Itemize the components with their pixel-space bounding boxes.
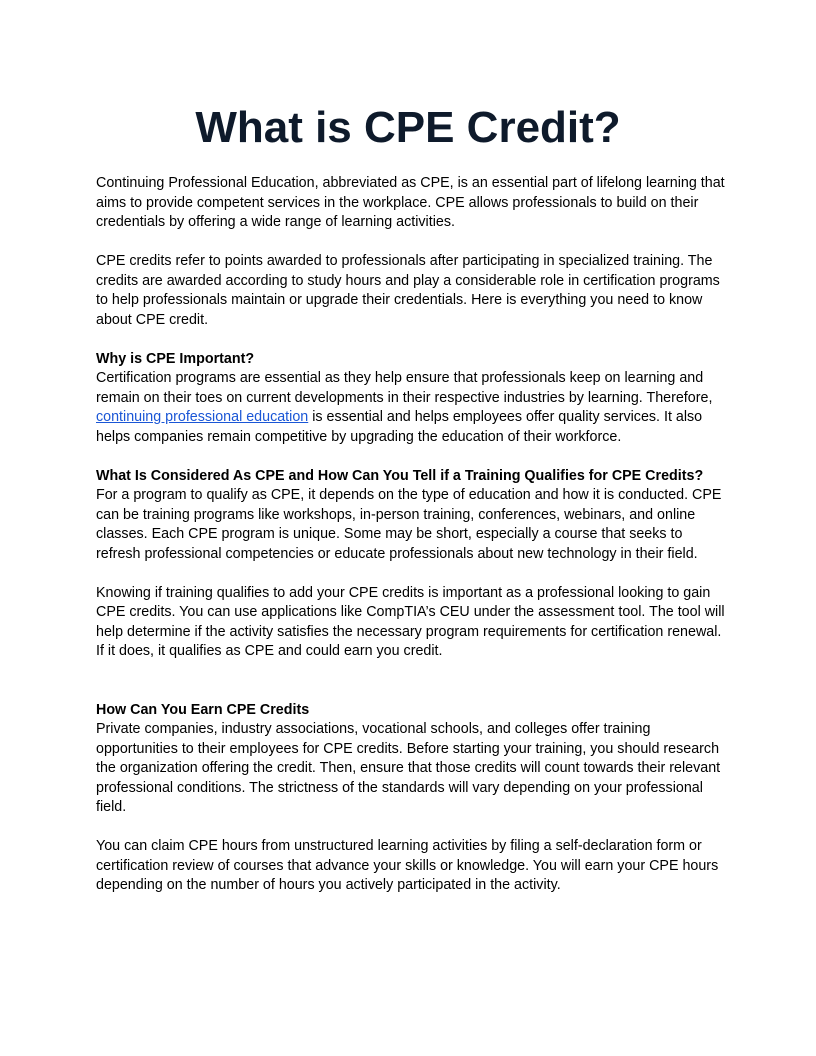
qualifies-paragraph-2: Knowing if training qualifies to add your CPE credits is important as a professional looking to gain CPE credits. You can use applications like CompTIA’s CEU under the assessment tool. The tool will help determine if the activity satisfies the necessary program requirements for certification renewal. If it does, it qualifies as CPE and could earn you credit. bbox=[96, 584, 725, 659]
document-body bbox=[96, 174, 726, 896]
why-cpe-text-after-link: is essential and helps employees offer quality services. It also helps companies remain competitive by upgrading the education of their workforce. bbox=[96, 409, 703, 445]
paragraph-spacer bbox=[96, 330, 726, 350]
earn-paragraph-2: You can claim CPE hours from unstructured learning activities by filing a self-declaration form or certification review of courses that advance your skills or knowledge. You will earn your CPE hours depending on the number of hours you actively participated in the activity. bbox=[96, 838, 719, 893]
paragraph-spacer-large bbox=[96, 662, 726, 701]
earn-paragraph-1: Private companies, industry associations, vocational schools, and colleges offer training opportunities to their employees for CPE credits. Before starting your training, you should research the organization offering the credit. Then, ensure that those credits will count towards their relevant professional conditions. The strictness of the standards will vary depending on your professional field. bbox=[96, 721, 721, 815]
paragraph-spacer bbox=[96, 564, 726, 584]
why-cpe-paragraph bbox=[96, 369, 726, 447]
why-cpe-text-before-link: Certification programs are essential as they help ensure that professionals keep on learning and remain on their toes on current developments in their respective industries by learning. Therefore, bbox=[96, 370, 713, 406]
heading-what-is-considered-cpe: What Is Considered As CPE and How Can You Tell if a Training Qualifies for CPE Credits? bbox=[96, 467, 704, 484]
heading-how-earn-cpe-credits: How Can You Earn CPE Credits bbox=[96, 701, 310, 718]
intro-paragraph-1: Continuing Professional Education, abbreviated as CPE, is an essential part of lifelong learning that aims to provide competent services in the workplace. CPE allows professionals to build on their credentials by offering a wide range of learning activities. bbox=[96, 175, 725, 230]
paragraph-spacer bbox=[96, 233, 726, 253]
heading-why-cpe-important: Why is CPE Important? bbox=[96, 350, 255, 367]
continuing-professional-education-link[interactable]: continuing professional education bbox=[96, 409, 309, 425]
paragraph-spacer bbox=[96, 818, 726, 838]
qualifies-paragraph-1: For a program to qualify as CPE, it depends on the type of education and how it is conducted. CPE can be training programs like workshops, in-person training, conferences, webinars, and online classes. Each CPE program is unique. Some may be short, especially a course that seeks to refresh professional competencies or educate professionals about new technology in their field. bbox=[96, 487, 722, 562]
intro-paragraph-2: CPE credits refer to points awarded to professionals after participating in specialized training. The credits are awarded according to study hours and play a considerable role in certification programs to help professionals maintain or upgrade their credentials. Here is everything you need to know about CPE credit. bbox=[96, 253, 720, 328]
paragraph-spacer bbox=[96, 447, 726, 467]
page-title: What is CPE Credit? bbox=[195, 103, 621, 152]
